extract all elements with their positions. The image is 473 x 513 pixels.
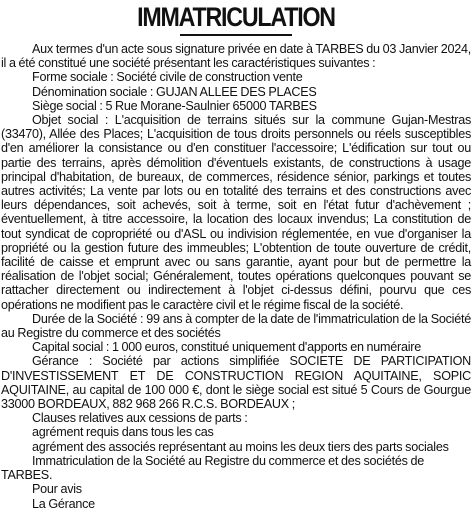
title-underline bbox=[180, 34, 292, 36]
immatriculation-line: Immatriculation de la Société au Registre du commerce et des sociétés de TARBES. bbox=[1, 453, 424, 483]
clauses-heading: Clauses relatives aux cessions de parts : bbox=[32, 411, 248, 426]
capital-line: Capital social : 1 000 euros, constitué uniquement d'apports en numéraire bbox=[32, 340, 421, 355]
pour-avis-line: Pour avis bbox=[32, 482, 82, 497]
denomination-line: Dénomination sociale : GUJAN ALLEE DES PLACES bbox=[32, 84, 317, 99]
siege-social-line: Siège social : 5 Rue Morane-Saulnier 65000 TARBES bbox=[32, 98, 317, 113]
objet-social-paragraph: Objet social : L'acquisition de terrains situés sur la commune Gujan-Mestras (33470), Allée des Places; L'acquisition de tous droits personnels ou réels susceptibles d'en améliorer la consistance ou d'en constituer l'accessoire; L'édification sur tout ou partie des terrains, après démolition d'éventuels existants, de constructions à usage principal d'habitation, de bureaux, de commerces, résidence sénior, parkings et toutes autres activités; La vente par lots ou en totalité des terrains et des constructions avec leurs dépendances, soit achevés, soit à terme, soit en l'état futur d'achèvement ; éventuellement, à titre accessoire, la location des locaux invendus; La constitution de tout syndicat de copropriété ou d'ASL ou indivision réglementée, en vue d'organiser la propriété ou la gestion future des immeubles; L'obtention de toute ouverture de crédit, facilité de caisse et emprunt avec ou sans garantie, ayant pour but de permettre la réalisation de l'objet social; Généralement, toutes opérations quelconques pouvant se rattacher directement ou indirectement à l'objet ci-dessus défini, pourvu que ces opérations ne modifient pas le caractère civil et le régime fiscal de la société. bbox=[1, 113, 471, 312]
clause-item-2: agrément des associés représentant au moins les deux tiers des parts sociales bbox=[32, 439, 449, 454]
signature-line: La Gérance bbox=[32, 496, 95, 511]
clause-item-1: agrément requis dans tous les cas bbox=[32, 425, 214, 440]
intro-paragraph: Aux termes d'un acte sous signature privée en date à TARBES du 03 Janvier 2024, il a été constitué une société présentant les caractéristiques suivantes : bbox=[1, 42, 471, 71]
duree-paragraph: Durée de la Société : 99 ans à compter de la date de l'immatriculation de la Société au Registre du commerce et des sociétés bbox=[1, 311, 471, 341]
notice-title: IMMATRICULATION bbox=[137, 2, 335, 32]
forme-sociale-line: Forme sociale : Société civile de construction vente bbox=[32, 70, 303, 85]
notice-body bbox=[1, 42, 471, 511]
gerance-paragraph: Gérance : Société par actions simplifiée SOCIETE DE PARTICIPATION D'INVESTISSEMENT ET DE CONSTRUCTION REGION AQUITAINE, SOPIC AQUITAINE, au capital de 100 000 €, dont le siège social est situé 5 Cours de Gourgue 33000 BORDEAUX, 882 968 266 R.C.S. BORDEAUX ; bbox=[1, 354, 471, 412]
